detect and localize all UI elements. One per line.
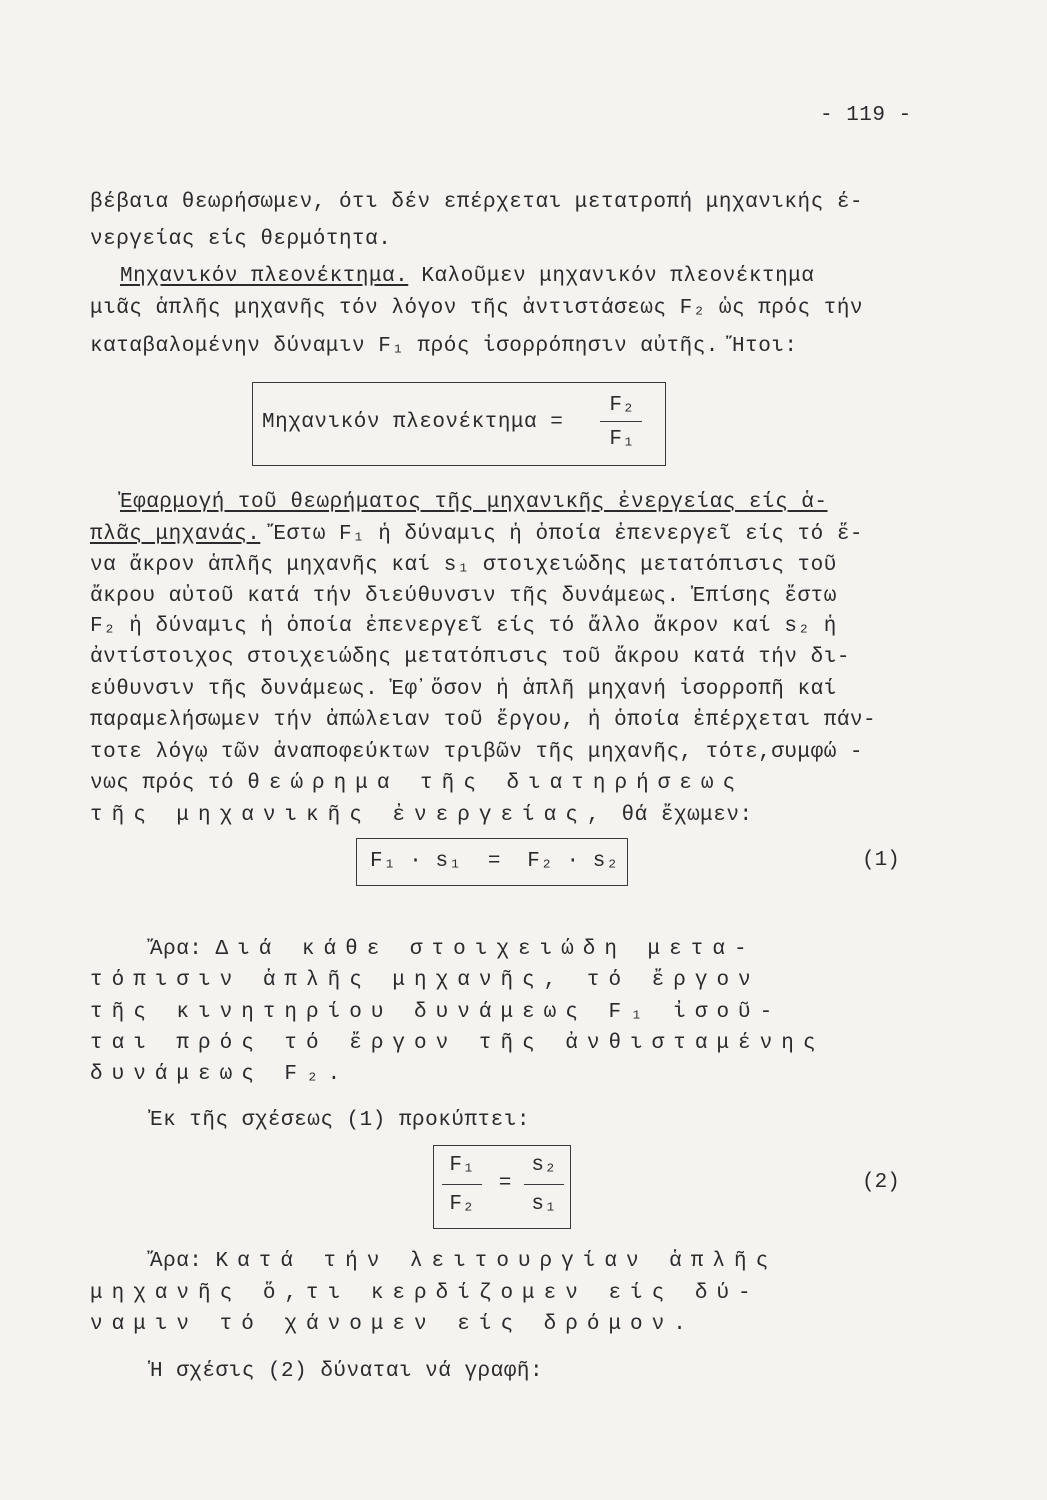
paragraph-line: F₂ ἡ δύναμις ἡ ὁποία ἐπενεργεῖ είς τό ἄλλο ἄκρον καί s₂ ἡ [90, 615, 837, 638]
paragraph-line: μηχανῆς ὅ,τι κερδίζομεν είς δύ- [90, 1282, 760, 1305]
page-number: - 119 - [820, 104, 912, 127]
fraction-bar [600, 421, 642, 422]
paragraph-line: ἀντίστοιχος στοιχειώδης μετατόπισις τοῦ ἄκρου κατά τήν δι- [90, 646, 850, 669]
paragraph-line: Ἄρα: Κατά τήν λειτουργίαν ἁπλῆς [150, 1250, 778, 1273]
fraction-numerator: F₁ [449, 1154, 475, 1177]
fraction-denominator: s₁ [531, 1193, 557, 1216]
paragraph-line: τοτε λόγῳ τῶν ἀναποφεύκτων τριβῶν τῆς μηχανῆς, τότε,συμφώ - [90, 741, 864, 764]
section-heading: Μηχανικόν πλεονέκτημα. [120, 265, 409, 288]
paragraph-line: Ἄρα: Διά κάθε στοιχειώδη μετα- [150, 938, 756, 961]
paragraph-line: νως πρός τό θεώρημα τῆς διατηρήσεως [90, 772, 745, 795]
paragraph-line: εύθυνσιν τῆς δυνάμεως. Ἐφ᾽ὅσον ἡ ἁπλῆ μηχανή ἰσορροπῆ καί [90, 678, 837, 701]
paragraph-line: μιᾶς ἁπλῆς μηχανῆς τόν λόγον τῆς ἀντιστάσεως F₂ ὡς πρός τήν [90, 297, 864, 320]
paragraph-line: τῆς μηχανικῆς ἐνεργείας, θά ἔχωμεν: [90, 804, 753, 827]
paragraph-line: ται πρός τό ἔργον τῆς ἀνθισταμένης [90, 1032, 825, 1055]
paragraph-line: ἄκρου αὐτοῦ κατά τήν διεύθυνσιν τῆς δυνάμεως. Ἐπίσης ἔστω [90, 585, 837, 608]
equation-number: (2) [862, 1171, 900, 1194]
formula-label: Μηχανικόν πλεονέκτημα = [262, 411, 564, 434]
section-heading: Ἐφαρμογή τοῦ θεωρήματος τῆς μηχανικῆς ἐνεργείας είς ἁ- [120, 491, 828, 514]
paragraph-line: Μηχανικόν πλεονέκτημα. Καλοῦμεν μηχανικόν πλεονέκτημα [120, 265, 815, 288]
paragraph-line: παραμελήσωμεν τήν ἀπώλειαν τοῦ ἔργου, ἡ ὁποία ἐπέρχεται πάν- [90, 709, 877, 732]
fraction-denominator: F₂ [449, 1193, 475, 1216]
fraction-bar [524, 1184, 564, 1185]
fraction-numerator: s₂ [531, 1154, 557, 1177]
paragraph-line: βέβαια θεωρήσωμεν, ότι δέν επέρχεται μετατροπή μηχανικής έ- [90, 191, 864, 214]
paragraph-line: Ἡ σχέσις (2) δύναται νά γραφῆ: [150, 1360, 544, 1383]
fraction-numerator: F₂ [609, 394, 635, 417]
paragraph-line: Ἐκ τῆς σχέσεως (1) προκύπτει: [150, 1109, 530, 1132]
fraction-bar [442, 1184, 482, 1185]
paragraph-line: ναμιν τό χάνομεν είς δρόμον. [90, 1313, 695, 1336]
equation: F₁ · s₁ = F₂ · s₂ [370, 850, 619, 873]
paragraph-line: τῆς κινητηρίου δυνάμεως F₁ ἰσοῦ- [90, 1001, 782, 1024]
fraction-denominator: F₁ [609, 428, 635, 451]
paragraph-line: τόπισιν ἁπλῆς μηχανῆς, τό ἔργον [90, 969, 760, 992]
equals-sign: = [498, 1172, 512, 1195]
equation-number: (1) [862, 849, 900, 872]
paragraph-line: καταβαλομένην δύναμιν F₁ πρός ἰσορρόπησιν αὐτῆς. Ἤτοι: [90, 335, 798, 358]
paragraph-line: δυνάμεως F₂. [90, 1063, 350, 1086]
paragraph-line: πλᾶς μηχανάς. Ἔστω F₁ ἡ δύναμις ἡ ὁποία ἐπενεργεῖ είς τό ἕ- [90, 523, 864, 546]
paragraph-line: να ἄκρον ἁπλῆς μηχανῆς καί s₁ στοιχειώδης μετατόπισις τοῦ [90, 554, 837, 577]
paragraph-line: νεργείας είς θερμότητα. [90, 228, 392, 251]
